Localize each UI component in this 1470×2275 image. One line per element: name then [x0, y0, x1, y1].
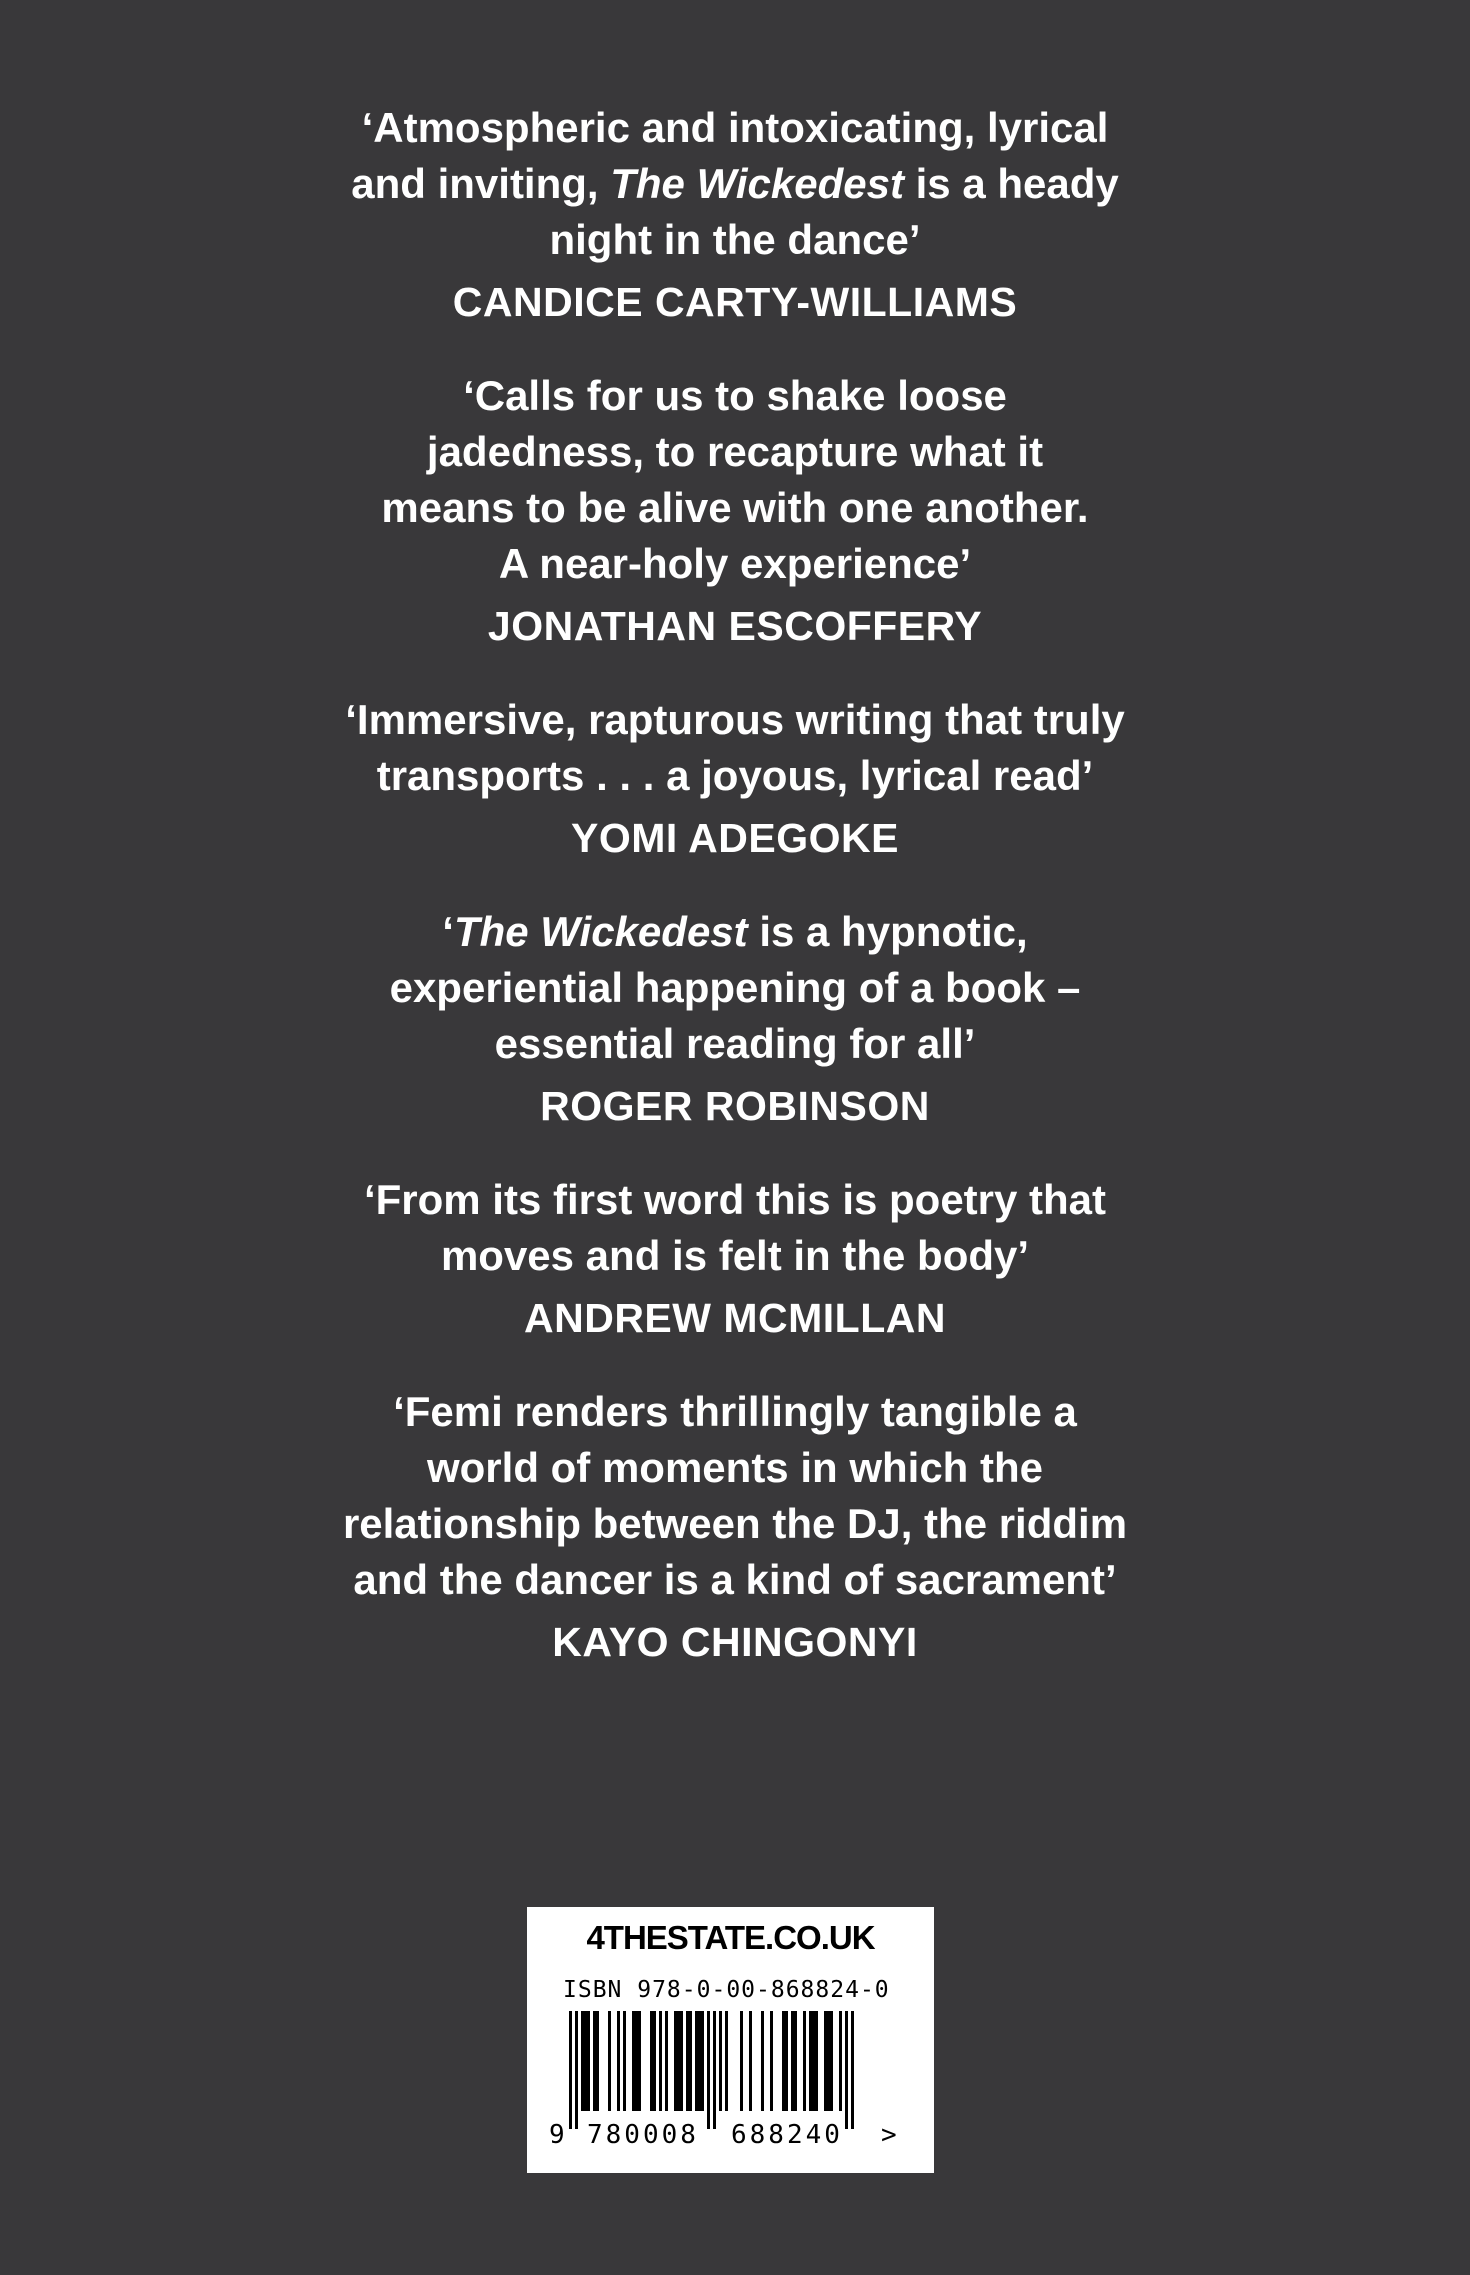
quote-text: relationship between the DJ, the riddim [342, 1500, 1128, 1547]
quote-line [0, 156, 1470, 212]
barcode-bar [593, 2011, 596, 2111]
quote-text: and the dancer is a kind of sacrament’ [353, 1556, 1117, 1603]
quote-line [0, 212, 1470, 268]
quote-text: jadedness, to recapture what it [426, 428, 1044, 475]
barcode-bar [584, 2011, 587, 2111]
quote-line [0, 1496, 1470, 1552]
barcode-bar [713, 2011, 716, 2129]
blurb-author: ANDREW MCMILLAN [524, 1295, 946, 1341]
book-title-italic: The Wickedest [453, 908, 748, 955]
quote-text: and inviting, [351, 160, 611, 207]
barcode-bar [674, 2011, 677, 2111]
barcode-bar [701, 2011, 704, 2111]
quote-text: is a hypnotic, [747, 908, 1028, 955]
barcode-bars [569, 2011, 869, 2129]
quote-text: A near-holy experience’ [498, 540, 972, 587]
barcode-bar [851, 2011, 854, 2129]
quote-text: ‘Calls for us to shake loose [463, 372, 1007, 419]
book-title-italic: The Wickedest [610, 160, 904, 207]
barcode-digit-first: 9 [549, 2120, 565, 2150]
barcode-bar [719, 2011, 722, 2111]
isbn-label: ISBN 978-0-00-868824-0 [563, 1977, 890, 2003]
quote-line [0, 748, 1470, 804]
barcode-bar [581, 2011, 584, 2111]
barcode-bar [677, 2011, 680, 2111]
blurb-author: CANDICE CARTY-WILLIAMS [452, 279, 1018, 325]
publisher-website: 4THESTATE.CO.UK [586, 1919, 875, 1956]
quote-line [0, 1228, 1470, 1284]
barcode-bar [770, 2011, 773, 2111]
barcode-bar [650, 2011, 653, 2111]
barcode-bar [830, 2011, 833, 2111]
blurb-author: JONATHAN ESCOFFERY [487, 603, 983, 649]
barcode-bar [815, 2011, 818, 2111]
barcode-bar [809, 2011, 812, 2111]
quote-text: transports . . . a joyous, lyrical read’ [376, 752, 1094, 799]
quote-line [0, 692, 1470, 748]
barcode-panel [527, 1907, 934, 2173]
blurb [0, 904, 1470, 1134]
blurb-author: ROGER ROBINSON [540, 1083, 930, 1129]
blurb [0, 368, 1470, 654]
barcode-bar [623, 2011, 626, 2111]
quote-line [0, 480, 1470, 536]
quote-text: is a heady [903, 160, 1119, 207]
blurbs [0, 100, 1470, 1670]
quote-text: ‘Immersive, rapturous writing that truly [345, 696, 1125, 743]
barcode-bar [608, 2011, 611, 2111]
barcode-bar [569, 2011, 572, 2129]
quote-line [0, 960, 1470, 1016]
barcode-bar [617, 2011, 620, 2111]
barcode-bar [698, 2011, 701, 2111]
barcode-bar [740, 2011, 743, 2111]
barcode-bar [653, 2011, 656, 2111]
barcode-bar [686, 2011, 689, 2111]
barcode-bar [785, 2011, 788, 2111]
barcode-bar [803, 2011, 806, 2111]
quote-line [0, 1552, 1470, 1608]
quote-text: ‘Atmospheric and intoxicating, lyrical [361, 104, 1109, 151]
barcode-bar [680, 2011, 683, 2111]
barcode-bar [845, 2011, 848, 2129]
barcode-bar [707, 2011, 710, 2129]
quote-text: world of moments in which the [426, 1444, 1043, 1491]
quote-text: night in the dance’ [549, 216, 921, 263]
barcode-bar [659, 2011, 662, 2111]
barcode-digits-right: 688240 [731, 2120, 843, 2150]
quote-line [0, 1440, 1470, 1496]
quote-text: experiential happening of a book – [389, 964, 1081, 1011]
quote-text: ‘From its first word this is poetry that [363, 1176, 1107, 1223]
quote-text: essential reading for all’ [494, 1020, 976, 1067]
quote-line [0, 100, 1470, 156]
quote-text: means to be alive with one another. [381, 484, 1089, 531]
barcode-bar [824, 2011, 827, 2111]
barcode-bar [791, 2011, 794, 2111]
barcode-bar [782, 2011, 785, 2111]
blurb [0, 1384, 1470, 1670]
blurb-author: KAYO CHINGONYI [552, 1619, 918, 1665]
blurb [0, 692, 1470, 866]
barcode-bar [761, 2011, 764, 2111]
barcode-bar [575, 2011, 578, 2129]
barcode-bar [596, 2011, 599, 2111]
quote-line [0, 1172, 1470, 1228]
barcode-bar [695, 2011, 698, 2111]
barcode-bar [635, 2011, 638, 2111]
quote-line [0, 368, 1470, 424]
quote-line [0, 424, 1470, 480]
barcode-bar [794, 2011, 797, 2111]
barcode-bar [689, 2011, 692, 2111]
barcode-bar [725, 2011, 728, 2111]
quote-line [0, 536, 1470, 592]
barcode-bar [632, 2011, 635, 2111]
barcode-digits-left: 780008 [587, 2120, 699, 2150]
barcode-bar [749, 2011, 752, 2111]
barcode-bar [665, 2011, 668, 2111]
quote-text: ‘Femi renders thrillingly tangible a [393, 1388, 1077, 1435]
barcode-bar [812, 2011, 815, 2111]
blurb-author: YOMI ADEGOKE [571, 815, 899, 861]
barcode-bar [839, 2011, 842, 2111]
quote-text: ‘ [442, 908, 454, 955]
quote-line [0, 1016, 1470, 1072]
barcode-bar [587, 2011, 590, 2111]
quote-line [0, 1384, 1470, 1440]
quote-text: moves and is felt in the body’ [440, 1232, 1030, 1279]
barcode-quiet-zone-mark: > [881, 2120, 897, 2150]
barcode-bar [827, 2011, 830, 2111]
blurb [0, 1172, 1470, 1346]
quote-line [0, 904, 1470, 960]
blurb [0, 100, 1470, 330]
barcode-bar [638, 2011, 641, 2111]
